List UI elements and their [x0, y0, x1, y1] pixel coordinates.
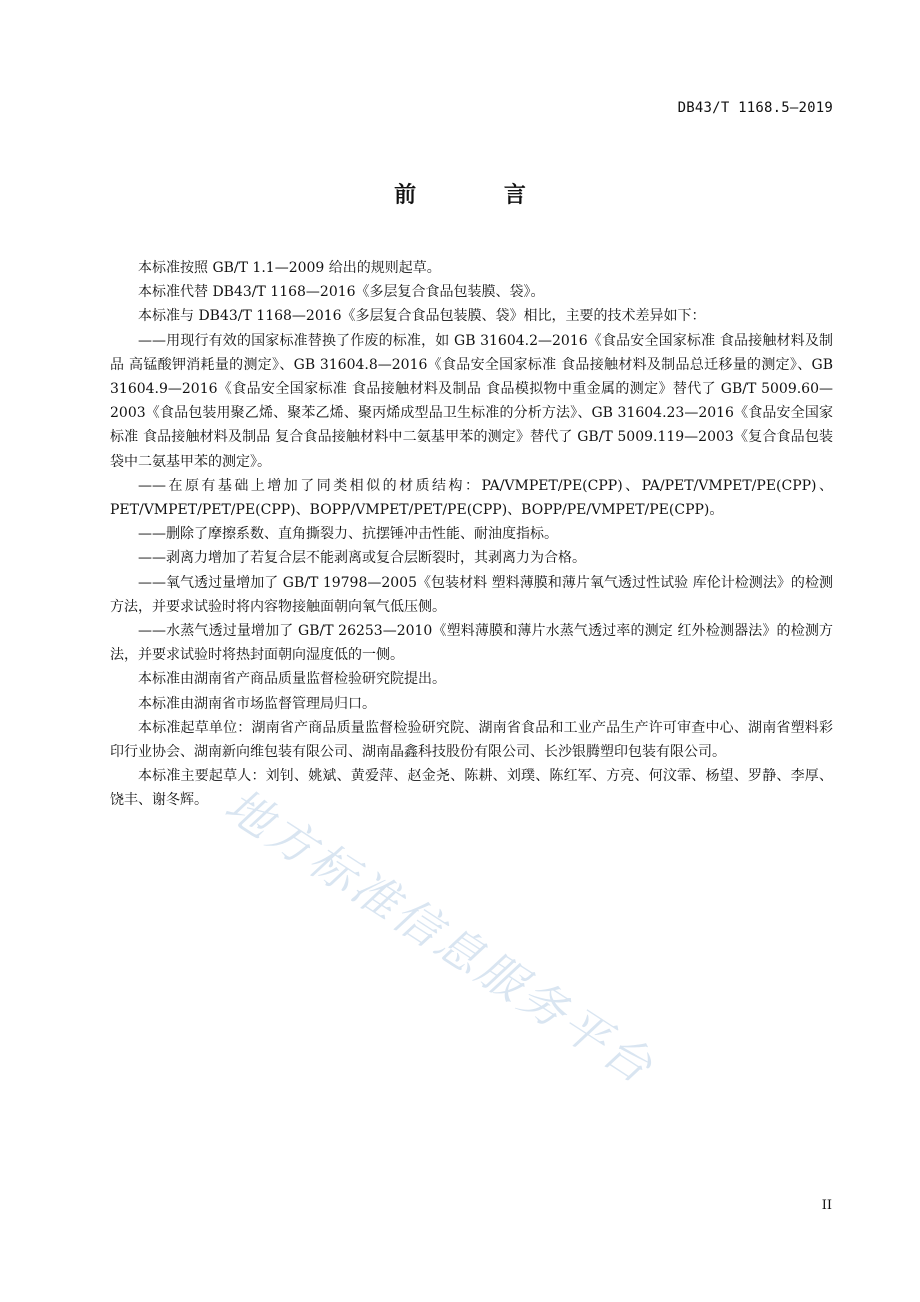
paragraph: 本标准与 DB43/T 1168—2016《多层复合食品包装膜、袋》相比，主要的技术差异如下：: [138, 308, 706, 325]
paragraph: 本标准代替 DB43/T 1168—2016《多层复合食品包装膜、袋》。: [138, 284, 545, 301]
paragraph: 本标准主要起草人：刘钊、姚斌、黄爱萍、赵金尧、陈耕、刘璞、陈红军、方亮、何汶霏、杨望、罗静、李厚、饶丰、谢冬辉。: [110, 768, 833, 809]
page-title: 前 言: [394, 183, 566, 208]
paragraph: 本标准由湖南省产商品质量监督检验研究院提出。: [138, 671, 446, 688]
watermark: 地方标准信息服务平台: [215, 777, 665, 1096]
paragraph: ——用现行有效的国家标准替换了作废的标准，如 GB 31604.2—2016《食品安全国家标准 食品接触材料及制品 高锰酸钾消耗量的测定》、GB 31604.8—2016《食品安全国家标准 食品接触材料及制品总迁移量的测定》、GB 31604.9—2016《食品安全国家标准 食品接触材料及制品 食品模拟物中重金属的测定》替代了 GB/T 5009.60—2003《食品包装用聚乙烯、聚苯乙烯、聚丙烯成型品卫生标准的分析方法》、GB 31604.23—2016《食品安全国家标准 食品接触材料及制品 复合食品接触材料中二氨基甲苯的测定》替代了 GB/T 5009.119—2003《复合食品包装袋中二氨基甲苯的测定》。: [110, 332, 833, 470]
paragraph: 本标准由湖南省市场监督管理局归口。: [138, 695, 376, 712]
paragraph: ——水蒸气透过量增加了 GB/T 26253—2010《塑料薄膜和薄片水蒸气透过率的测定 红外检测器法》的检测方法，并要求试验时将热封面朝向湿度低的一侧。: [110, 623, 833, 664]
document-code: DB43/T 1168.5—2019: [677, 100, 833, 116]
paragraph: 本标准按照 GB/T 1.1—2009 给出的规则起草。: [138, 260, 441, 276]
paragraph: 本标准起草单位：湖南省产商品质量监督检验研究院、湖南省食品和工业产品生产许可审查中心、湖南省塑料彩印行业协会、湖南新向维包装有限公司、湖南晶鑫科技股份有限公司、长沙银腾塑印包装有限公司。: [110, 719, 833, 761]
paragraph: ——剥离力增加了若复合层不能剥离或复合层断裂时，其剥离力为合格。: [138, 550, 586, 567]
paragraph: ——删除了摩擦系数、直角撕裂力、抗摆锤冲击性能、耐油度指标。: [138, 526, 558, 543]
paragraph: ——在原有基础上增加了同类相似的材质结构：PA/VMPET/PE(CPP)、PA/PET/VMPET/PE(CPP)、PET/VMPET/PET/PE(CPP)、BOPP/VMPET/PET/PE(CPP)、BOPP/PE/VMPET/PE(CPP)。: [110, 477, 833, 519]
foreword-body: [110, 256, 833, 813]
page-number: II: [821, 1198, 832, 1213]
paragraph: ——氧气透过量增加了 GB/T 19798—2005《包装材料 塑料薄膜和薄片氧气透过性试验 库伦计检测法》的检测方法，并要求试验时将内容物接触面朝向氧气低压侧。: [110, 574, 833, 615]
